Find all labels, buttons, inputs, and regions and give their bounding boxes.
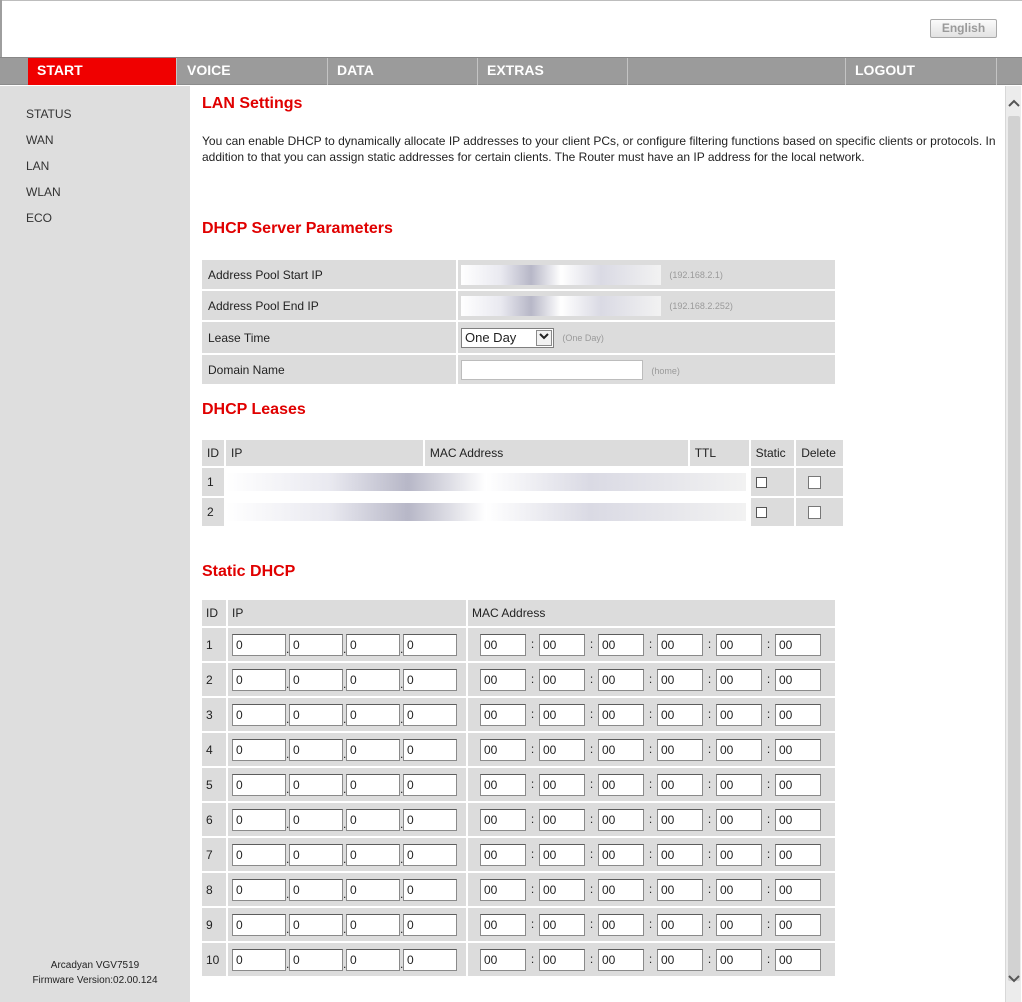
static-row-id: 9 [202, 908, 228, 943]
leases-col-id: ID [202, 440, 226, 468]
static-ip-cell [228, 908, 468, 943]
ip-octet-input[interactable]: 0 [289, 879, 343, 901]
mac-separator: : [766, 881, 771, 896]
ip-separator: . [343, 886, 347, 901]
static-header-row [202, 600, 835, 628]
static-row-id: 7 [202, 838, 228, 873]
ip-octet-input[interactable]: 0 [403, 774, 457, 796]
vertical-scrollbar[interactable] [1005, 86, 1021, 1002]
lease-id: 2 [202, 498, 226, 528]
mac-separator: : [766, 671, 771, 686]
nav-tab-start[interactable]: START [28, 58, 177, 85]
mac-separator: : [589, 916, 594, 931]
ip-separator: . [400, 956, 404, 971]
lease-redacted [226, 468, 751, 498]
nav-spacer [628, 58, 846, 85]
mac-separator: : [589, 951, 594, 966]
static-ip-cell [228, 838, 468, 873]
mac-octet-input[interactable]: 00 [480, 844, 526, 866]
leases-col-static: Static [751, 440, 797, 468]
lease-static-checkbox[interactable] [756, 507, 767, 518]
static-row-id: 10 [202, 943, 228, 978]
mac-octet-input[interactable]: 00 [716, 809, 762, 831]
mac-octet-input[interactable]: 00 [539, 634, 585, 656]
static-dhcp-heading: Static DHCP [202, 563, 296, 580]
mac-separator: : [589, 881, 594, 896]
mac-octet-input[interactable]: 00 [775, 809, 821, 831]
static-mac-cell [468, 628, 835, 663]
end-ip-input[interactable] [461, 296, 661, 316]
mac-separator: : [530, 671, 535, 686]
table-row [202, 803, 835, 838]
window-left-border [0, 0, 2, 58]
lease-time-value: One Day [465, 329, 517, 345]
ip-octet-input[interactable]: 0 [346, 739, 400, 761]
redacted-lease-data [226, 503, 746, 521]
ip-octet-input[interactable]: 0 [403, 704, 457, 726]
ip-octet-input[interactable]: 0 [232, 739, 286, 761]
mac-separator: : [648, 916, 653, 931]
page-title: LAN Settings [202, 95, 303, 112]
ip-octet-input[interactable]: 0 [403, 879, 457, 901]
ip-octet-input[interactable]: 0 [232, 669, 286, 691]
ip-octet-input[interactable]: 0 [346, 704, 400, 726]
mac-octet-input[interactable]: 00 [480, 774, 526, 796]
scrollbar-thumb[interactable] [1008, 116, 1020, 981]
static-row-id: 8 [202, 873, 228, 908]
nav-tab-logout[interactable]: LOGOUT [846, 58, 997, 85]
ip-octet-input[interactable]: 0 [346, 879, 400, 901]
table-row [202, 768, 835, 803]
redacted-lease-data [226, 473, 746, 491]
mac-separator: : [766, 636, 771, 651]
ip-octet-input[interactable]: 0 [232, 879, 286, 901]
ip-separator: . [343, 746, 347, 761]
ip-octet-input[interactable]: 0 [346, 914, 400, 936]
lease-static-cell [751, 468, 797, 498]
mac-separator: : [530, 951, 535, 966]
mac-separator: : [707, 881, 712, 896]
mac-octet-input[interactable]: 00 [716, 704, 762, 726]
firmware-version: Firmware Version:02.00.124 [32, 975, 158, 986]
static-ip-cell [228, 943, 468, 978]
leases-header-row [202, 440, 843, 468]
table-row [202, 628, 835, 663]
lease-time-select[interactable] [461, 328, 554, 348]
mac-octet-input[interactable]: 00 [716, 634, 762, 656]
ip-separator: . [286, 921, 290, 936]
mac-octet-input[interactable]: 00 [657, 844, 703, 866]
mac-octet-input[interactable]: 00 [598, 634, 644, 656]
mac-separator: : [648, 776, 653, 791]
param-row-domain [202, 355, 835, 384]
ip-separator: . [343, 956, 347, 971]
window-top-border [0, 0, 1022, 1]
table-row [202, 698, 835, 733]
ip-octet-input[interactable]: 0 [289, 669, 343, 691]
mac-separator: : [707, 671, 712, 686]
static-col-ip: IP [228, 600, 468, 628]
start-ip-hint: (192.168.2.1) [669, 269, 723, 280]
mac-separator: : [648, 881, 653, 896]
ip-octet-input[interactable]: 0 [346, 774, 400, 796]
mac-octet-input[interactable]: 00 [598, 739, 644, 761]
ip-octet-input[interactable]: 0 [232, 774, 286, 796]
leases-col-ttl: TTL [690, 440, 751, 468]
static-mac-cell [468, 733, 835, 768]
mac-separator: : [589, 776, 594, 791]
static-ip-cell [228, 768, 468, 803]
mac-octet-input[interactable]: 00 [775, 739, 821, 761]
mac-octet-input[interactable]: 00 [716, 914, 762, 936]
lease-delete-checkbox[interactable] [808, 506, 821, 519]
mac-octet-input[interactable]: 00 [480, 704, 526, 726]
start-ip-label: Address Pool Start IP [202, 260, 458, 289]
ip-octet-input[interactable]: 0 [346, 669, 400, 691]
mac-separator: : [766, 811, 771, 826]
mac-separator: : [707, 776, 712, 791]
mac-octet-input[interactable]: 00 [775, 704, 821, 726]
chevron-down-icon[interactable] [536, 330, 552, 346]
mac-separator: : [707, 811, 712, 826]
ip-separator: . [286, 676, 290, 691]
table-row [202, 468, 843, 498]
mac-separator: : [707, 951, 712, 966]
sidebar-item-lan[interactable]: LAN [26, 159, 50, 173]
lease-static-checkbox[interactable] [756, 477, 767, 488]
static-mac-cell [468, 943, 835, 978]
static-mac-cell [468, 698, 835, 733]
dhcp-server-table [202, 258, 835, 386]
mac-separator: : [530, 811, 535, 826]
mac-octet-input[interactable]: 00 [539, 739, 585, 761]
mac-separator: : [648, 636, 653, 651]
ip-octet-input[interactable]: 0 [346, 949, 400, 971]
mac-octet-input[interactable]: 00 [539, 669, 585, 691]
ip-octet-input[interactable]: 0 [289, 914, 343, 936]
mac-octet-input[interactable]: 00 [657, 949, 703, 971]
mac-octet-input[interactable]: 00 [539, 844, 585, 866]
mac-separator: : [766, 951, 771, 966]
mac-separator: : [707, 636, 712, 651]
ip-octet-input[interactable]: 0 [403, 844, 457, 866]
sidebar [0, 86, 190, 1002]
mac-octet-input[interactable]: 00 [657, 669, 703, 691]
ip-separator: . [400, 641, 404, 656]
mac-separator: : [530, 741, 535, 756]
mac-separator: : [648, 846, 653, 861]
static-row-id: 2 [202, 663, 228, 698]
mac-octet-input[interactable]: 00 [775, 669, 821, 691]
ip-separator: . [286, 781, 290, 796]
mac-separator: : [589, 741, 594, 756]
dhcp-leases-heading: DHCP Leases [202, 401, 306, 418]
mac-octet-input[interactable]: 00 [480, 739, 526, 761]
mac-octet-input[interactable]: 00 [657, 809, 703, 831]
sidebar-item-eco[interactable]: ECO [26, 211, 53, 225]
language-button[interactable]: English [930, 19, 997, 38]
mac-octet-input[interactable]: 00 [775, 634, 821, 656]
mac-octet-input[interactable]: 00 [539, 774, 585, 796]
static-ip-cell [228, 663, 468, 698]
param-row-end-ip [202, 291, 835, 320]
mac-separator: : [766, 846, 771, 861]
ip-octet-input[interactable]: 0 [232, 949, 286, 971]
table-row [202, 498, 843, 528]
mac-octet-input[interactable]: 00 [480, 634, 526, 656]
mac-octet-input[interactable]: 00 [598, 879, 644, 901]
ip-separator: . [286, 711, 290, 726]
ip-octet-input[interactable]: 0 [289, 704, 343, 726]
ip-octet-input[interactable]: 0 [403, 949, 457, 971]
mac-separator: : [530, 776, 535, 791]
mac-separator: : [648, 811, 653, 826]
leases-col-ip: IP [226, 440, 425, 468]
static-mac-cell [468, 803, 835, 838]
ip-separator: . [343, 676, 347, 691]
mac-separator: : [648, 671, 653, 686]
static-ip-cell [228, 628, 468, 663]
sidebar-item-status[interactable]: STATUS [26, 107, 72, 121]
static-mac-cell [468, 663, 835, 698]
static-row-id: 1 [202, 628, 228, 663]
ip-separator: . [343, 641, 347, 656]
sidebar-item-wan[interactable]: WAN [26, 133, 54, 147]
ip-octet-input[interactable]: 0 [289, 844, 343, 866]
ip-octet-input[interactable]: 0 [346, 844, 400, 866]
lease-delete-cell [796, 468, 843, 498]
ip-octet-input[interactable]: 0 [289, 634, 343, 656]
ip-octet-input[interactable]: 0 [403, 914, 457, 936]
sidebar-item-wlan[interactable]: WLAN [26, 185, 61, 199]
nav-tab-extras[interactable]: EXTRAS [478, 58, 628, 85]
mac-octet-input[interactable]: 00 [480, 914, 526, 936]
static-row-id: 3 [202, 698, 228, 733]
mac-octet-input[interactable]: 00 [598, 774, 644, 796]
mac-octet-input[interactable]: 00 [598, 949, 644, 971]
ip-separator: . [400, 781, 404, 796]
device-model: Arcadyan VGV7519 [50, 960, 140, 971]
mac-separator: : [530, 706, 535, 721]
mac-octet-input[interactable]: 00 [480, 809, 526, 831]
ip-octet-input[interactable]: 0 [403, 739, 457, 761]
dhcp-leases-table [202, 440, 843, 528]
ip-octet-input[interactable]: 0 [232, 844, 286, 866]
table-row [202, 838, 835, 873]
ip-separator: . [400, 921, 404, 936]
ip-separator: . [343, 816, 347, 831]
chevron-up-icon[interactable] [1006, 96, 1022, 110]
lease-time-label: Lease Time [202, 322, 458, 353]
mac-separator: : [589, 671, 594, 686]
mac-octet-input[interactable]: 00 [775, 774, 821, 796]
static-ip-cell [228, 698, 468, 733]
mac-octet-input[interactable]: 00 [657, 704, 703, 726]
static-col-id: ID [202, 600, 228, 628]
start-ip-input[interactable] [461, 265, 661, 285]
mac-octet-input[interactable]: 00 [716, 844, 762, 866]
mac-separator: : [530, 636, 535, 651]
ip-octet-input[interactable]: 0 [403, 669, 457, 691]
mac-octet-input[interactable]: 00 [657, 739, 703, 761]
mac-octet-input[interactable]: 00 [539, 949, 585, 971]
mac-separator: : [648, 741, 653, 756]
mac-separator: : [648, 951, 653, 966]
ip-separator: . [286, 886, 290, 901]
mac-octet-input[interactable]: 00 [775, 914, 821, 936]
leases-col-mac: MAC Address [425, 440, 690, 468]
static-mac-cell [468, 838, 835, 873]
param-row-lease-time [202, 322, 835, 353]
mac-octet-input[interactable]: 00 [598, 844, 644, 866]
ip-octet-input[interactable]: 0 [232, 809, 286, 831]
ip-separator: . [286, 746, 290, 761]
mac-separator: : [648, 706, 653, 721]
table-row [202, 733, 835, 768]
ip-separator: . [400, 711, 404, 726]
main-nav [0, 57, 1022, 85]
mac-octet-input[interactable]: 00 [598, 809, 644, 831]
mac-octet-input[interactable]: 00 [657, 914, 703, 936]
mac-octet-input[interactable]: 00 [775, 949, 821, 971]
mac-octet-input[interactable]: 00 [716, 949, 762, 971]
table-row [202, 908, 835, 943]
mac-separator: : [530, 916, 535, 931]
mac-separator: : [707, 846, 712, 861]
mac-separator: : [589, 811, 594, 826]
ip-separator: . [343, 781, 347, 796]
static-mac-cell [468, 908, 835, 943]
ip-separator: . [343, 921, 347, 936]
ip-octet-input[interactable]: 0 [232, 914, 286, 936]
leases-col-delete: Delete [796, 440, 843, 468]
ip-separator: . [343, 851, 347, 866]
static-ip-cell [228, 803, 468, 838]
mac-octet-input[interactable]: 00 [716, 879, 762, 901]
mac-octet-input[interactable]: 00 [657, 774, 703, 796]
mac-separator: : [766, 776, 771, 791]
static-ip-cell [228, 733, 468, 768]
ip-separator: . [343, 711, 347, 726]
lease-static-cell [751, 498, 797, 528]
mac-separator: : [766, 916, 771, 931]
lease-delete-checkbox[interactable] [808, 476, 821, 489]
static-mac-cell [468, 768, 835, 803]
nav-tab-voice[interactable]: VOICE [178, 58, 328, 85]
chevron-down-icon[interactable] [1006, 972, 1022, 986]
ip-separator: . [286, 851, 290, 866]
static-dhcp-table [202, 600, 835, 978]
ip-octet-input[interactable]: 0 [289, 739, 343, 761]
mac-octet-input[interactable]: 00 [598, 704, 644, 726]
mac-separator: : [707, 741, 712, 756]
ip-separator: . [286, 956, 290, 971]
ip-octet-input[interactable]: 0 [232, 704, 286, 726]
dhcp-server-heading: DHCP Server Parameters [202, 220, 393, 237]
mac-octet-input[interactable]: 00 [657, 879, 703, 901]
ip-octet-input[interactable]: 0 [289, 774, 343, 796]
mac-separator: : [707, 706, 712, 721]
mac-octet-input[interactable]: 00 [598, 669, 644, 691]
mac-separator: : [589, 636, 594, 651]
mac-octet-input[interactable]: 00 [539, 914, 585, 936]
mac-separator: : [530, 846, 535, 861]
table-row [202, 663, 835, 698]
ip-octet-input[interactable]: 0 [346, 634, 400, 656]
lease-redacted [226, 498, 751, 528]
mac-separator: : [766, 706, 771, 721]
mac-octet-input[interactable]: 00 [716, 774, 762, 796]
mac-octet-input[interactable]: 00 [716, 739, 762, 761]
ip-octet-input[interactable]: 0 [289, 949, 343, 971]
static-row-id: 6 [202, 803, 228, 838]
mac-octet-input[interactable]: 00 [539, 809, 585, 831]
mac-octet-input[interactable]: 00 [539, 704, 585, 726]
ip-octet-input[interactable]: 0 [232, 634, 286, 656]
mac-octet-input[interactable]: 00 [480, 879, 526, 901]
lease-delete-cell [796, 498, 843, 528]
mac-separator: : [707, 916, 712, 931]
ip-octet-input[interactable]: 0 [346, 809, 400, 831]
ip-octet-input[interactable]: 0 [403, 809, 457, 831]
ip-separator: . [400, 851, 404, 866]
domain-name-hint: (home) [651, 365, 680, 376]
ip-separator: . [286, 641, 290, 656]
static-mac-cell [468, 873, 835, 908]
mac-octet-input[interactable]: 00 [598, 914, 644, 936]
mac-separator: : [766, 741, 771, 756]
ip-octet-input[interactable]: 0 [289, 809, 343, 831]
lease-id: 1 [202, 468, 226, 498]
table-row [202, 873, 835, 908]
mac-octet-input[interactable]: 00 [480, 669, 526, 691]
ip-separator: . [400, 886, 404, 901]
ip-separator: . [400, 746, 404, 761]
table-row [202, 943, 835, 978]
ip-separator: . [286, 816, 290, 831]
mac-octet-input[interactable]: 00 [480, 949, 526, 971]
static-ip-cell [228, 873, 468, 908]
ip-separator: . [400, 676, 404, 691]
lease-time-hint: (One Day) [562, 332, 604, 343]
nav-tab-data[interactable]: DATA [328, 58, 478, 85]
mac-separator: : [589, 846, 594, 861]
mac-separator: : [589, 706, 594, 721]
end-ip-label: Address Pool End IP [202, 291, 458, 320]
mac-octet-input[interactable]: 00 [539, 879, 585, 901]
page-intro: You can enable DHCP to dynamically allocate IP addresses to your client PCs, or configure filtering functions based on specific clients or protocols. In addition to that you can assign static addresses for certain clients. The Router must have an IP address for the local network. [202, 134, 996, 164]
domain-name-input[interactable] [461, 360, 643, 380]
mac-octet-input[interactable]: 00 [657, 634, 703, 656]
mac-octet-input[interactable]: 00 [775, 844, 821, 866]
ip-separator: . [400, 816, 404, 831]
domain-name-label: Domain Name [202, 355, 458, 384]
static-row-id: 5 [202, 768, 228, 803]
static-row-id: 4 [202, 733, 228, 768]
ip-octet-input[interactable]: 0 [403, 634, 457, 656]
param-row-start-ip [202, 260, 835, 289]
end-ip-hint: (192.168.2.252) [669, 300, 733, 311]
mac-octet-input[interactable]: 00 [716, 669, 762, 691]
mac-octet-input[interactable]: 00 [775, 879, 821, 901]
static-col-mac: MAC Address [468, 600, 835, 628]
mac-separator: : [530, 881, 535, 896]
